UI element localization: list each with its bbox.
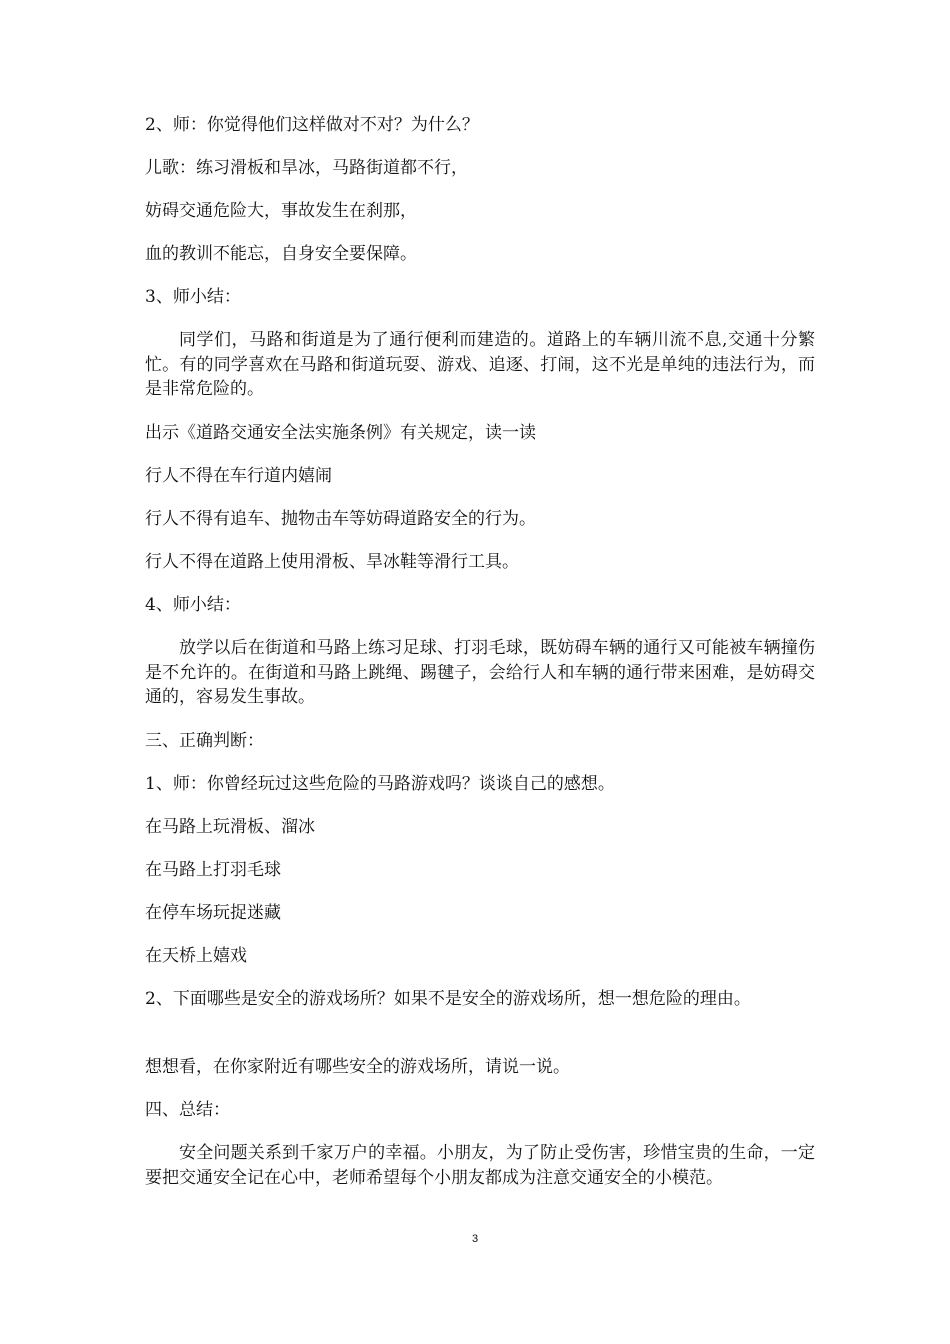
section-3-question-2: 2、下面哪些是安全的游戏场所？如果不是安全的游戏场所，想一想危险的理由。 — [145, 989, 751, 1009]
page-number: 3 — [471, 1233, 479, 1245]
danger-game-4: 在天桥上嬉戏 — [145, 946, 247, 966]
question-2-line: 2、师：你觉得他们这样做对不对？为什么？ — [145, 115, 479, 135]
regulation-item-3: 行人不得在道路上使用滑板、旱冰鞋等滑行工具。 — [145, 552, 519, 572]
rhyme-line-2: 妨碍交通危险大，事故发生在刹那， — [145, 201, 417, 221]
conclusion-paragraph: 安全问题关系到千家万户的幸福。小朋友，为了防止受伤害，珍惜宝贵的生命，一定要把交通安全记在心中，老师希望每个小朋友都成为注意交通安全的小模范。 — [145, 1143, 815, 1188]
danger-game-2: 在马路上打羽毛球 — [145, 860, 281, 880]
summary-4-heading: 4、师小结： — [145, 595, 241, 615]
regulation-item-2: 行人不得有追车、抛物击车等妨碍道路安全的行为。 — [145, 509, 536, 529]
section-3-question-1: 1、师：你曾经玩过这些危险的马路游戏吗？谈谈自己的感想。 — [145, 774, 615, 794]
summary-3-paragraph: 同学们，马路和街道是为了通行便利而建造的。道路上的车辆川流不息,交通十分繁忙。有的同学喜欢在马路和街道玩耍、游戏、追逐、打闹，这不光是单纯的违法行为，而是非常危险的。 — [145, 330, 815, 399]
section-4-heading: 四、总结： — [145, 1100, 230, 1120]
summary-4-paragraph: 放学以后在街道和马路上练习足球、打羽毛球，既妨碍车辆的通行又可能被车辆撞伤是不允许的。在街道和马路上跳绳、踢毽子，会给行人和车辆的通行带来困难，是妨碍交通的，容易发生事故。 — [145, 638, 815, 707]
danger-game-3: 在停车场玩捉迷藏 — [145, 903, 281, 923]
regulation-item-1: 行人不得在车行道内嬉闹 — [145, 466, 332, 486]
regulation-intro: 出示《道路交通安全法实施条例》有关规定，读一读 — [145, 423, 536, 443]
summary-3-heading: 3、师小结： — [145, 287, 241, 307]
rhyme-line-1: 儿歌：练习滑板和旱冰，马路街道都不行， — [145, 158, 468, 178]
think-prompt: 想想看，在你家附近有哪些安全的游戏场所，请说一说。 — [145, 1057, 570, 1077]
section-3-heading: 三、正确判断： — [145, 731, 264, 751]
danger-game-1: 在马路上玩滑板、溜冰 — [145, 817, 315, 837]
rhyme-line-3: 血的教训不能忘，自身安全要保障。 — [145, 244, 417, 264]
